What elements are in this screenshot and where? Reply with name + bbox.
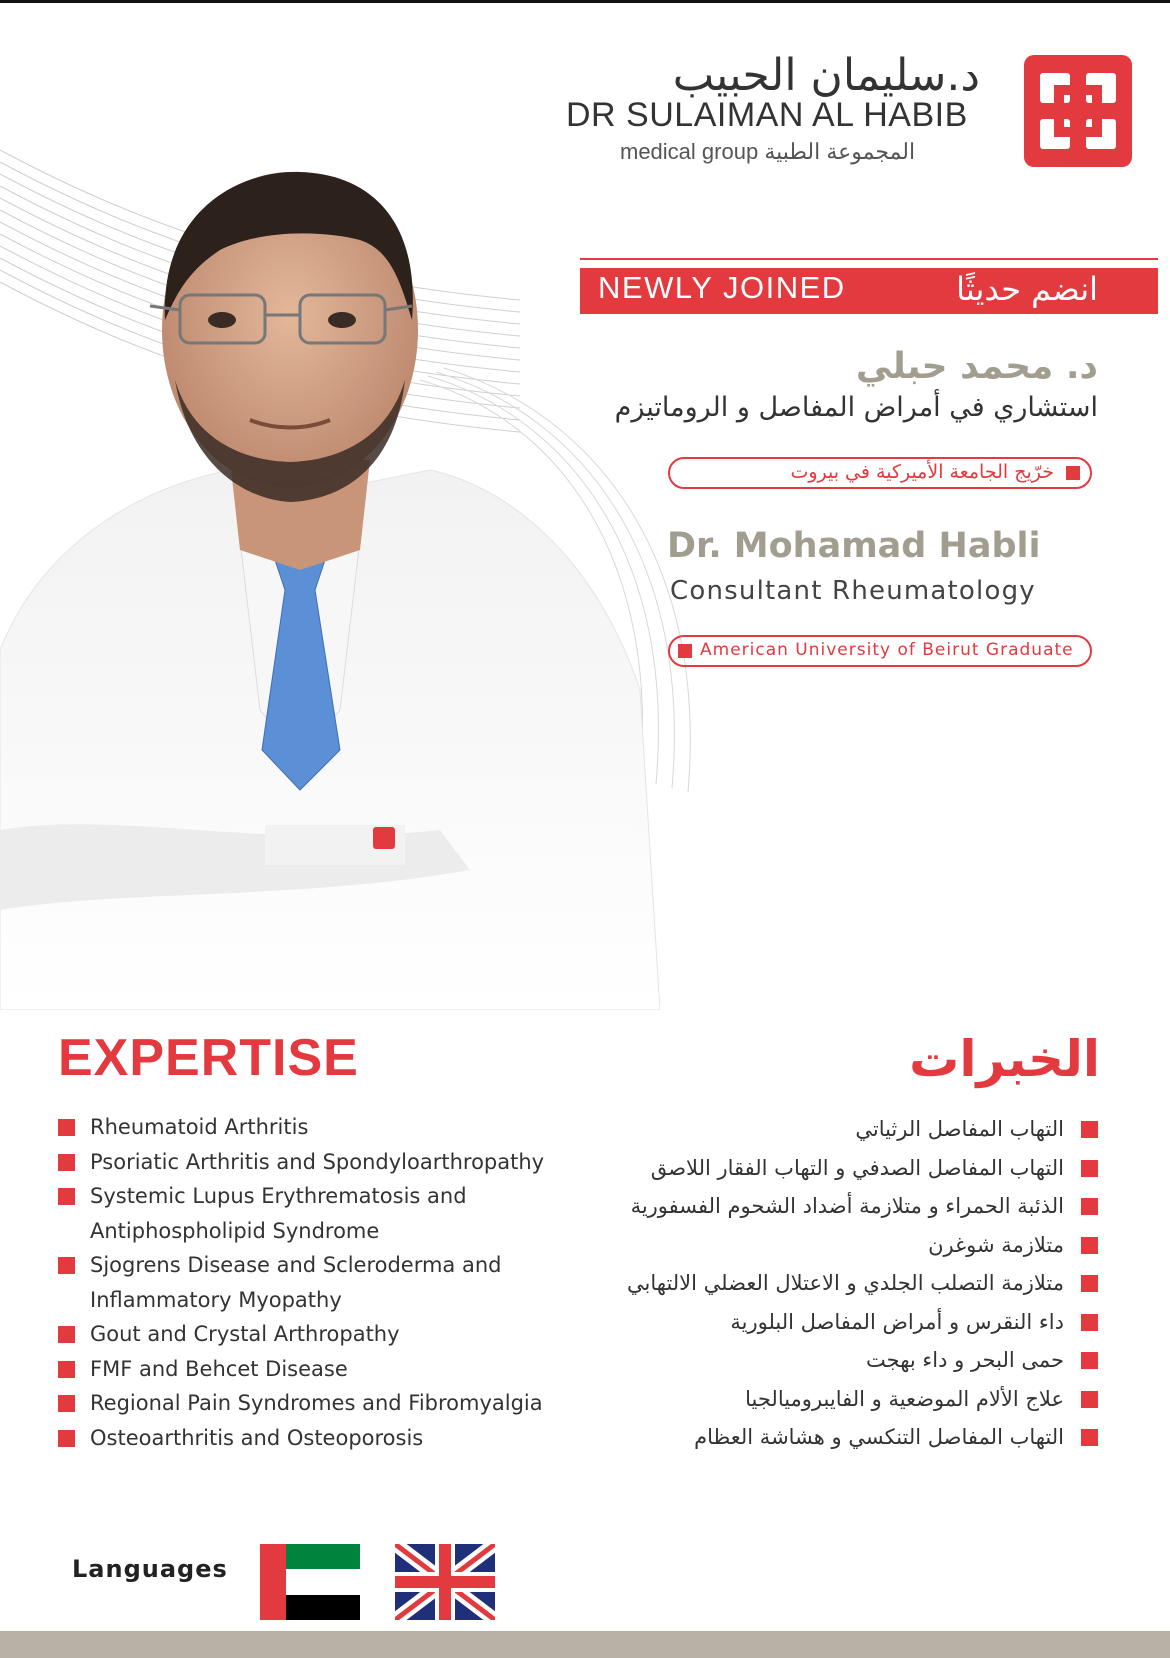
- doctor-photo: [0, 130, 660, 1010]
- bullet-icon: [1066, 466, 1080, 480]
- doctor-name-arabic: د. محمد حبلي: [855, 346, 1098, 387]
- logo-subtitle: medical group المجموعة الطبية: [620, 139, 916, 164]
- bullet-icon: [58, 1430, 75, 1447]
- expertise-title-arabic: الخبرات: [909, 1030, 1100, 1088]
- list-item: داء النقرس و أمراض المفاصل البلورية: [538, 1303, 1098, 1342]
- bullet-icon: [1081, 1275, 1098, 1292]
- bullet-icon: [58, 1395, 75, 1412]
- bullet-icon: [1081, 1237, 1098, 1254]
- bullet-icon: [1081, 1429, 1098, 1446]
- logo-english-name: DR SULAIMAN AL HABIB: [566, 96, 968, 134]
- bullet-icon: [1081, 1198, 1098, 1215]
- footer-band: [0, 1631, 1170, 1658]
- banner-top-line: [580, 258, 1158, 260]
- brand-logo-icon: [1024, 55, 1132, 167]
- bullet-icon: [58, 1188, 75, 1205]
- newly-joined-english: NEWLY JOINED: [598, 270, 846, 305]
- logo-arabic-name: د.سليمان الحبيب: [672, 50, 980, 101]
- uae-flag-icon: [260, 1544, 360, 1620]
- bullet-icon: [58, 1326, 75, 1343]
- bullet-icon: [1081, 1352, 1098, 1369]
- list-item: متلازمة شوغرن: [538, 1226, 1098, 1265]
- bullet-icon: [58, 1361, 75, 1378]
- bullet-icon: [58, 1119, 75, 1136]
- list-item: Rheumatoid Arthritis: [58, 1110, 558, 1145]
- expertise-list-english: [58, 1110, 558, 1455]
- bullet-icon: [1081, 1391, 1098, 1408]
- list-item: التهاب المفاصل التنكسي و هشاشة العظام: [538, 1418, 1098, 1457]
- expertise-title-english: EXPERTISE: [58, 1029, 359, 1087]
- graduate-text-arabic: خرّيج الجامعة الأميركية في بيروت: [790, 461, 1054, 483]
- doctor-specialty-arabic: استشاري في أمراض المفاصل و الروماتيزم: [614, 392, 1098, 423]
- graduate-badge-arabic: [668, 457, 1092, 489]
- list-item: FMF and Behcet Disease: [58, 1352, 558, 1387]
- list-item: متلازمة التصلب الجلدي و الاعتلال العضلي الالتهابي: [538, 1264, 1098, 1303]
- languages-label: Languages: [72, 1555, 228, 1583]
- bullet-icon: [1081, 1314, 1098, 1331]
- graduate-text-english: American University of Beirut Graduate: [700, 640, 1074, 660]
- newly-joined-arabic: انضم حديثًا: [956, 270, 1098, 308]
- list-item: الذئبة الحمراء و متلازمة أضداد الشحوم الفسفورية: [538, 1187, 1098, 1226]
- doctor-name-english: Dr. Mohamad Habli: [667, 526, 1041, 566]
- list-item: التهاب المفاصل الرثياتي: [538, 1110, 1098, 1149]
- bullet-icon: [58, 1257, 75, 1274]
- list-item: Psoriatic Arthritis and Spondyloarthropathy: [58, 1145, 558, 1180]
- list-item: Systemic Lupus Erythrematosis and Antiphospholipid Syndrome: [58, 1179, 558, 1248]
- uk-flag-icon: [395, 1544, 495, 1620]
- bullet-icon: [1081, 1160, 1098, 1177]
- list-item: Sjogrens Disease and Scleroderma and Inflammatory Myopathy: [58, 1248, 558, 1317]
- bullet-icon: [1081, 1121, 1098, 1138]
- bullet-icon: [678, 644, 692, 658]
- list-item: علاج الألام الموضعية و الفايبروميالجيا: [538, 1380, 1098, 1419]
- graduate-badge-english: [668, 635, 1092, 667]
- list-item: Osteoarthritis and Osteoporosis: [58, 1421, 558, 1456]
- list-item: Regional Pain Syndromes and Fibromyalgia: [58, 1386, 558, 1421]
- bullet-icon: [58, 1154, 75, 1171]
- list-item: Gout and Crystal Arthropathy: [58, 1317, 558, 1352]
- doctor-specialty-english: Consultant Rheumatology: [670, 576, 1036, 606]
- list-item: التهاب المفاصل الصدفي و التهاب الفقار اللاصق: [538, 1149, 1098, 1188]
- list-item: حمى البحر و داء بهجت: [538, 1341, 1098, 1380]
- expertise-list-arabic: [538, 1110, 1098, 1457]
